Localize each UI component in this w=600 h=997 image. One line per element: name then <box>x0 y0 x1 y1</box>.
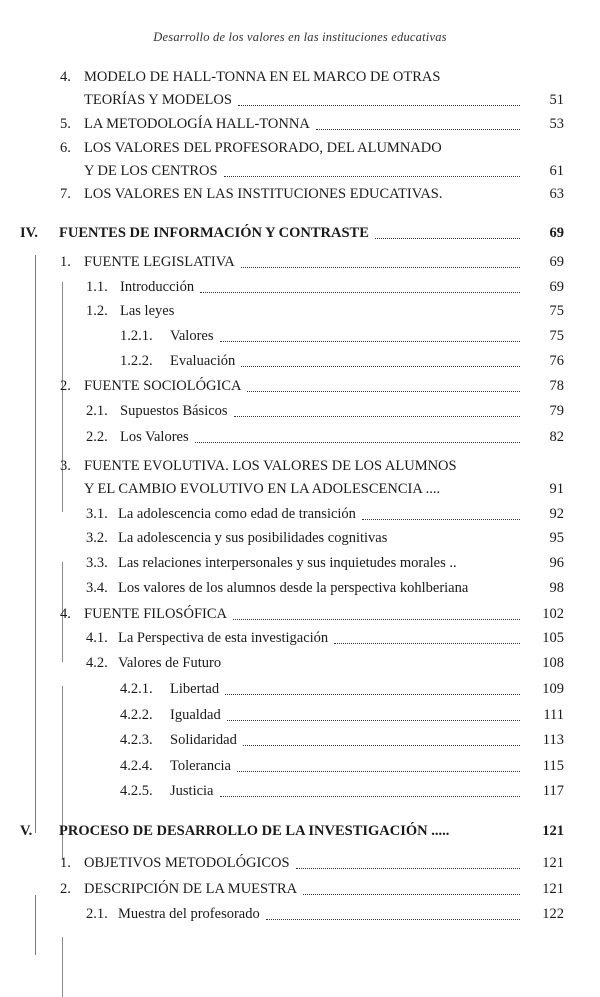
toc-entry-page: 111 <box>543 707 564 723</box>
toc-entry <box>0 820 600 843</box>
toc-entry <box>0 852 600 875</box>
toc-entry-title: Introducción <box>120 279 195 295</box>
toc-entry-title: Supuestos Básicos <box>120 403 228 419</box>
toc-entry-title: OBJETIVOS METODOLÓGICOS <box>84 855 290 871</box>
toc-entry <box>0 503 600 526</box>
toc-entry <box>0 577 600 600</box>
toc-entry <box>0 527 600 550</box>
toc-entry <box>0 755 600 778</box>
toc-entry-title: FUENTE FILOSÓFICA <box>84 606 227 622</box>
dot-leader <box>243 744 520 746</box>
toc-entry-number: 4.2.3. <box>120 732 153 748</box>
toc-entry <box>0 878 600 901</box>
toc-entry-number: 4.2. <box>86 655 108 671</box>
toc-entry-title: FUENTE SOCIOLÓGICA <box>84 378 242 394</box>
toc-entry-title: La adolescencia y sus posibilidades cognitivas <box>118 530 388 546</box>
toc-entry-number: 1.2.1. <box>120 328 153 344</box>
toc-entry-number: 2. <box>60 881 71 897</box>
toc-entry <box>0 552 600 575</box>
toc-entry-number: 1.1. <box>86 279 108 295</box>
dot-leader <box>334 642 520 644</box>
toc-entry-page: 76 <box>549 353 564 369</box>
toc-entry <box>0 652 600 675</box>
toc-entry <box>0 325 600 348</box>
toc-entry-page: 96 <box>549 555 564 571</box>
toc-entry-title: LA METODOLOGÍA HALL-TONNA <box>84 116 310 132</box>
toc-entry-number: 4. <box>60 606 71 622</box>
toc-entry-number: 2. <box>60 378 71 394</box>
toc-entry-page: 121 <box>542 881 564 897</box>
toc-entry <box>0 780 600 803</box>
toc-entry-page: 98 <box>549 580 564 596</box>
toc-entry-page: 69 <box>549 254 564 270</box>
toc-entry-number: 7. <box>60 186 71 202</box>
dot-leader <box>296 867 520 869</box>
toc-entry-number: 4. <box>60 69 71 85</box>
toc-entry-number: 3.2. <box>86 530 108 546</box>
toc-entry-page: 95 <box>549 530 564 546</box>
toc-entry-title: Evaluación <box>170 353 236 369</box>
toc-entry-page: 109 <box>542 681 564 697</box>
toc-entry-title: MODELO DE HALL-TONNA EN EL MARCO DE OTRAS <box>84 69 441 85</box>
dot-leader <box>316 128 520 130</box>
toc-entry-title: DESCRIPCIÓN DE LA MUESTRA <box>84 881 298 897</box>
toc-entry-title: FUENTE LEGISLATIVA <box>84 254 235 270</box>
dot-leader <box>224 175 520 177</box>
toc-entry-number: 5. <box>60 116 71 132</box>
toc-entry-title: LOS VALORES EN LAS INSTITUCIONES EDUCATIVAS. <box>84 186 443 202</box>
toc-entry-number: 1. <box>60 254 71 270</box>
toc-entry-page: 75 <box>549 303 564 319</box>
dot-leader <box>220 795 521 797</box>
dot-leader <box>362 518 520 520</box>
toc-entry-title: Las leyes <box>120 303 175 319</box>
toc-entry-title: FUENTE EVOLUTIVA. LOS VALORES DE LOS ALUMNOS <box>84 458 457 474</box>
toc-entry <box>0 678 600 701</box>
toc-entry-title: Los Valores <box>120 429 189 445</box>
toc-entry-title: Justicia <box>170 783 214 799</box>
toc-entry-number: 1.2.2. <box>120 353 153 369</box>
toc-entry-title: La Perspectiva de esta investigación <box>118 630 329 646</box>
dot-leader <box>237 770 520 772</box>
toc-entry-title: Y DE LOS CENTROS <box>84 163 218 179</box>
toc-entry-number: 3.3. <box>86 555 108 571</box>
toc-entry <box>0 603 600 626</box>
toc-entry <box>0 183 600 206</box>
toc-entry-number: 4.2.1. <box>120 681 153 697</box>
toc-entry-title: LOS VALORES DEL PROFESORADO, DEL ALUMNADO <box>84 140 442 156</box>
toc-entry-title: Valores <box>170 328 214 344</box>
toc-entry <box>0 478 600 501</box>
toc-entry <box>0 455 600 478</box>
dot-leader <box>227 719 520 721</box>
toc-entry-page: 121 <box>542 823 564 839</box>
toc-entry <box>0 160 600 183</box>
toc-entry-page: 113 <box>542 732 564 748</box>
running-header: Desarrollo de los valores en las instituciones educativas <box>153 30 447 44</box>
dot-leader <box>195 441 520 443</box>
toc-entry-number: 3.1. <box>86 506 108 522</box>
toc-entry-page: 82 <box>549 429 564 445</box>
toc-entry-number: 4.2.2. <box>120 707 153 723</box>
toc-entry <box>0 89 600 112</box>
toc-entry-page: 91 <box>549 481 564 497</box>
toc-entry-page: 108 <box>542 655 564 671</box>
toc-entry-title: Igualdad <box>170 707 221 723</box>
toc-entry <box>0 704 600 727</box>
toc-entry-number: 1.2. <box>86 303 108 319</box>
toc-entry <box>0 276 600 299</box>
toc-entry <box>0 627 600 650</box>
dot-leader <box>266 918 520 920</box>
toc-entry-title: Y EL CAMBIO EVOLUTIVO EN LA ADOLESCENCIA .... <box>84 481 441 497</box>
toc-entry-page: 75 <box>549 328 564 344</box>
toc-entry <box>0 400 600 423</box>
dot-leader <box>303 893 520 895</box>
toc-entry-title: Tolerancia <box>170 758 231 774</box>
toc-entry-title: La adolescencia como edad de transición <box>118 506 356 522</box>
toc-entry-page: 121 <box>542 855 564 871</box>
toc-entry-page: 117 <box>542 783 564 799</box>
toc-entry-title: Las relaciones interpersonales y sus inquietudes morales .. <box>118 555 457 571</box>
toc-entry-title: Libertad <box>170 681 220 697</box>
toc-entry-page: 63 <box>549 186 564 202</box>
toc-entry-title: Muestra del profesorado <box>118 906 260 922</box>
toc-entry-number: 6. <box>60 140 71 156</box>
dot-leader <box>241 365 520 367</box>
dot-leader <box>241 266 520 268</box>
toc-entry-page: 79 <box>549 403 564 419</box>
toc-entry-number: IV. <box>20 225 38 241</box>
toc-entry-number: 2.1. <box>86 403 108 419</box>
toc-entry <box>0 903 600 926</box>
toc-entry-page: 69 <box>549 279 564 295</box>
toc-entry-page: 69 <box>549 225 564 241</box>
dot-leader <box>238 104 520 106</box>
toc-entry-number: 4.1. <box>86 630 108 646</box>
toc-entry-number: V. <box>20 823 33 839</box>
toc-entry-page: 61 <box>549 163 564 179</box>
toc-entry-page: 92 <box>549 506 564 522</box>
toc-entry <box>0 300 600 323</box>
toc-entry-page: 115 <box>542 758 564 774</box>
toc-entry-page: 122 <box>542 906 564 922</box>
section-rule <box>62 937 63 997</box>
toc-entry-title: FUENTES DE INFORMACIÓN Y CONTRASTE <box>59 225 369 241</box>
toc-entry <box>0 66 600 89</box>
dot-leader <box>247 390 520 392</box>
toc-entry-number: 3. <box>60 458 71 474</box>
dot-leader <box>233 618 520 620</box>
toc-entry-title: Los valores de los alumnos desde la perspectiva kohlberiana <box>118 580 469 596</box>
toc-entry <box>0 222 600 245</box>
toc-entry <box>0 350 600 373</box>
dot-leader <box>220 340 521 342</box>
toc-entry-page: 102 <box>542 606 564 622</box>
toc-entry-title: TEORÍAS Y MODELOS <box>84 92 232 108</box>
toc-entry <box>0 426 600 449</box>
dot-leader <box>225 693 520 695</box>
toc-entry <box>0 729 600 752</box>
toc-entry-number: 3.4. <box>86 580 108 596</box>
dot-leader <box>375 237 520 239</box>
toc-entry <box>0 113 600 136</box>
toc-entry-number: 2.2. <box>86 429 108 445</box>
toc-entry-title: Solidaridad <box>170 732 237 748</box>
toc-entry-page: 51 <box>549 92 564 108</box>
toc-entry-number: 4.2.5. <box>120 783 153 799</box>
toc-entry <box>0 375 600 398</box>
toc-entry-number: 4.2.4. <box>120 758 153 774</box>
toc-entry-number: 1. <box>60 855 71 871</box>
toc-entry-page: 105 <box>542 630 564 646</box>
toc-entry-page: 78 <box>549 378 564 394</box>
dot-leader <box>234 415 520 417</box>
dot-leader <box>200 291 520 293</box>
toc-entry-number: 2.1. <box>86 906 108 922</box>
toc-entry-title: Valores de Futuro <box>118 655 222 671</box>
toc-entry <box>0 251 600 274</box>
toc-entry-page: 53 <box>549 116 564 132</box>
toc-entry <box>0 137 600 160</box>
toc-entry-title: PROCESO DE DESARROLLO DE LA INVESTIGACIÓN ..... <box>59 823 450 839</box>
